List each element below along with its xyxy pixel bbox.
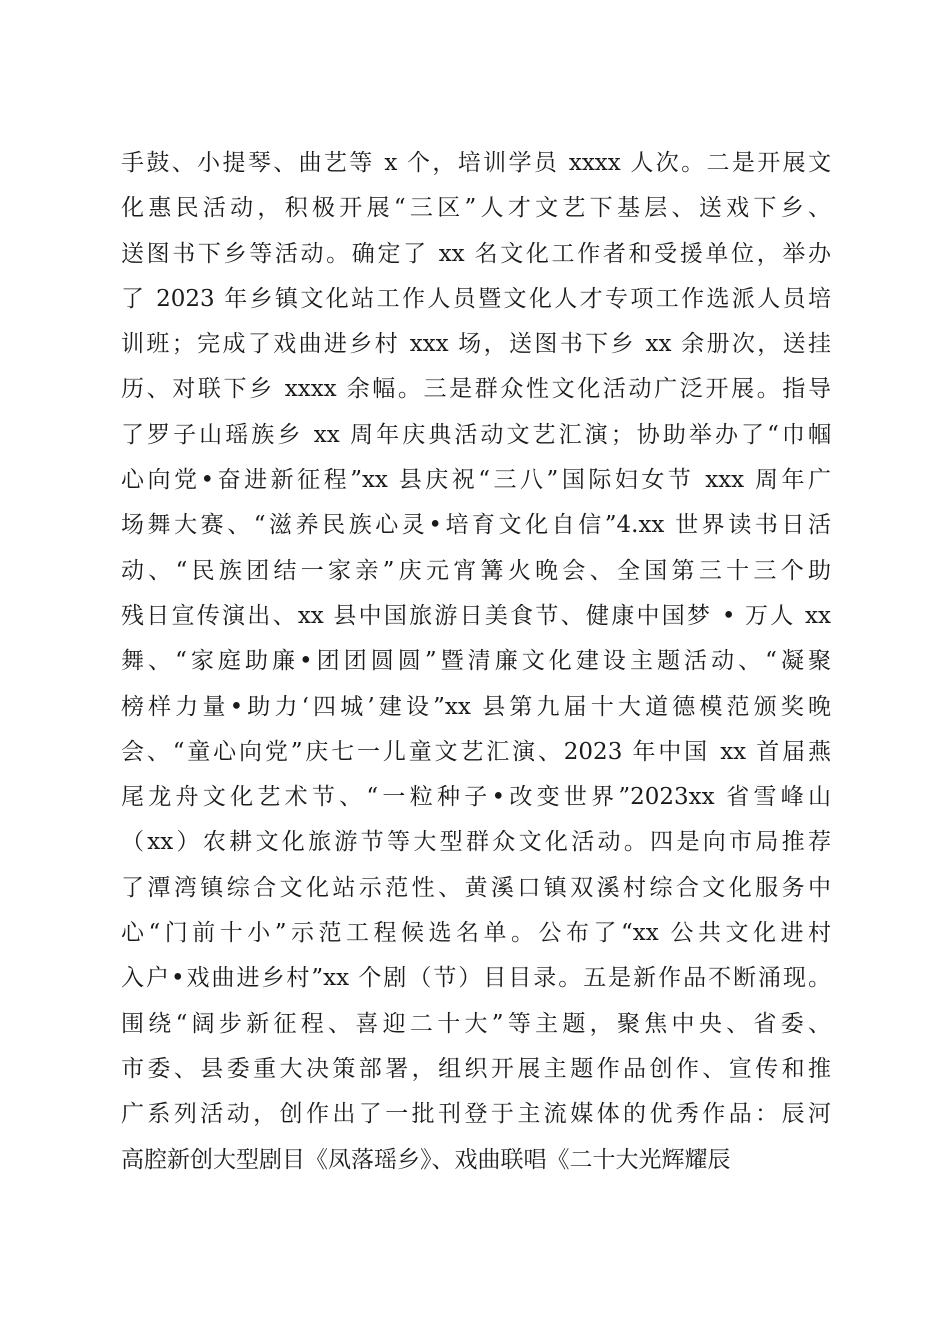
- text-line: 心“门前十小”示范工程候选名单。公布了“xx 公共文化进村: [121, 920, 831, 947]
- text-line: 广系列活动，创作出了一批刊登于主流媒体的优秀作品：辰河: [121, 1101, 831, 1128]
- text-line: 化惠民活动，积极开展“三区”人才文艺下基层、送戏下乡、: [121, 195, 831, 222]
- text-line: 了罗子山瑶族乡 xx 周年庆典活动文艺汇演；协助举办了“巾帼: [121, 421, 831, 448]
- text-line: 会、“童心向党”庆七一儿童文艺汇演、2023 年中国 xx 首届燕: [121, 738, 831, 765]
- text-line: 历、对联下乡 xxxx 余幅。三是群众性文化活动广泛开展。指导: [121, 376, 831, 403]
- text-line: 舞、“家庭助廉•团团圆圆”暨清廉文化建设主题活动、“凝聚: [121, 648, 831, 675]
- text-line: 了 2023 年乡镇文化站工作人员暨文化人才专项工作选派人员培: [121, 285, 831, 312]
- text-line: 送图书下乡等活动。确定了 xx 名文化工作者和受援单位，举办: [121, 240, 831, 267]
- text-line: 手鼓、小提琴、曲艺等 x 个，培训学员 xxxx 人次。二是开展文: [121, 150, 831, 176]
- text-line: 了潭湾镇综合文化站示范性、黄溪口镇双溪村综合文化服务中: [121, 874, 831, 901]
- body-paragraph: [121, 141, 831, 1183]
- text-line: 市委、县委重大决策部署，组织开展主题作品创作、宣传和推: [121, 1055, 831, 1082]
- text-line: 入户•戏曲进乡村”xx 个剧（节）目目录。五是新作品不断涌现。: [121, 965, 831, 992]
- text-line: 动、“民族团结一家亲”庆元宵篝火晚会、全国第三十三个助: [121, 557, 831, 584]
- text-line: 高腔新创大型剧目《凤落瑶乡》、戏曲联唱《二十大光辉耀辰: [121, 1146, 731, 1173]
- text-line: 榜样力量•助力‘四城’建设”xx 县第九届十大道德模范颁奖晚: [121, 693, 831, 720]
- text-line: 残日宣传演出、xx 县中国旅游日美食节、健康中国梦 • 万人 xx: [121, 602, 831, 629]
- text-line: 围绕“阔步新征程、喜迎二十大”等主题，聚焦中央、省委、: [121, 1010, 831, 1037]
- text-line: 尾龙舟文化艺术节、“一粒种子•改变世界”2023xx 省雪峰山: [121, 784, 831, 811]
- text-line: 训班；完成了戏曲进乡村 xxx 场，送图书下乡 xx 余册次，送挂: [121, 331, 831, 358]
- text-line: （xx）农耕文化旅游节等大型群众文化活动。四是向市局推荐: [121, 829, 831, 856]
- text-line: 场舞大赛、“滋养民族心灵•培育文化自信”4.xx 世界读书日活: [121, 512, 831, 539]
- text-line: 心向党•奋进新征程”xx 县庆祝“三八”国际妇女节 xxx 周年广: [121, 467, 831, 494]
